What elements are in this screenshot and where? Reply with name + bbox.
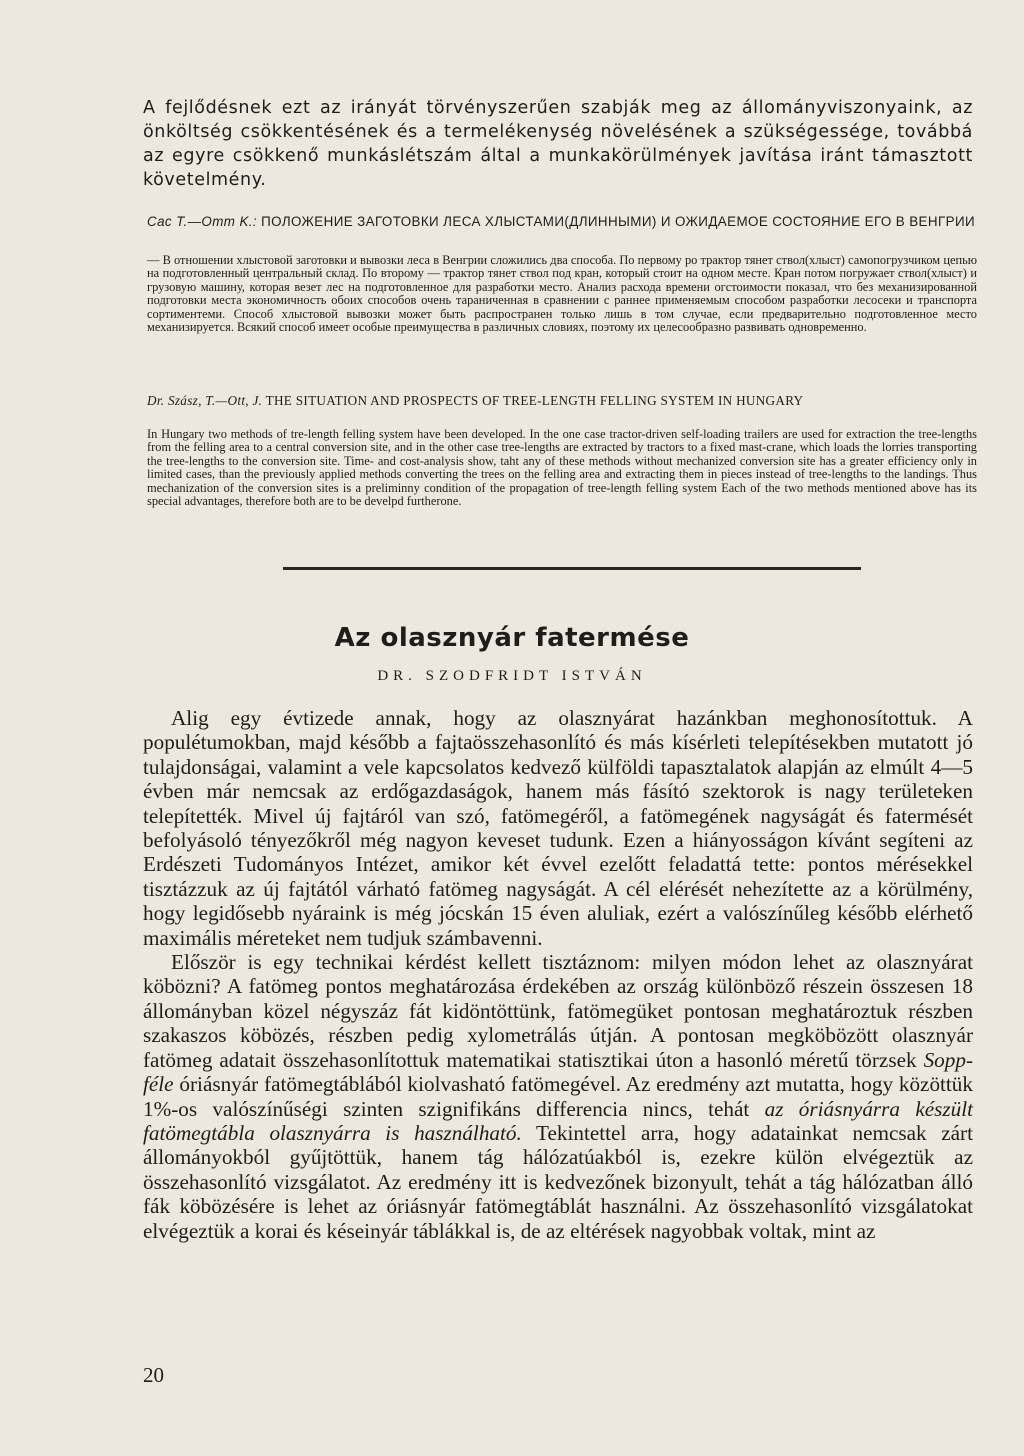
p2-text-a: Először is egy technikai kérdést kellett tisztáznom: milyen módon lehet az olasznyárat köbözni? A fatömeg pontos meghatározása érdekében az ország különböző részein összesen 18 állományban közel négyszáz fát kidöntöttünk, fatömegüket pontosan meghatároztuk részben szakaszos köbözés, részben pedig xylometrálás útján. A pontosan megköbözött olasznyár fatömeg adatait összehasonlítottuk matematikai statisztikai úton a hasonló méretű törzsek (143, 950, 973, 1072)
intro-paragraph: A fejlődésnek ezt az irányát törvényszerűen szabják meg az állományviszonyaink, az önköltség csökkentésének és a termelékenység növelésének a szükségessége, továbbá az egyre csökkenő munkáslétszám által a munkakörülmények javítása iránt támasztott követelmény. (143, 98, 973, 190)
article-title: Az olasznyár fatermése (334, 623, 690, 653)
russian-abstract-heading (147, 214, 977, 229)
article-paragraph-1: Alig egy évtizede annak, hogy az olasznyárat hazánkban meghonosítottuk. A populétumokban, majd később a fajtaösszehasonlító és más kísérleti telepítésekben mutatott jó tulajdonságai, valamint a vele kapcsolatos kedvező külföldi tapasztalatok alapján az elmúlt 4—5 évben már nemcsak az erdőgazdaságok, hanem más fásító szektorok is nagy területeken telepítették. Mivel új fajtáról van szó, fatömegéről, a fatömegének nagyságát és fatermését befolyásoló tényezőkről még nagyon keveset tudunk. Ezen a hiányosságon kívánt segíteni az Erdészeti Tudományos Intézet, amikor két évvel ezelőtt feladattá tette: pontos mérésekkel tisztázzuk az új fajtától várható fatömeg nagyságát. A cél elérését nehezítette az a körülmény, hogy legidősebb nyáraink is még jócskán 15 éven aluliak, ezért a valószínűleg később elérhető maximális méreteket nem tudjuk számbavenni. (143, 706, 973, 950)
english-abstract-text: In Hungary two methods of tre-length felling system have been developed. In the one case tractor-driven self-loading trailers are used for extraction the tree-lengths from the felling area to a central conversion site, and in the other case tree-lengths are extracted by tractors to a fixed mast-crane, which loads the lorries transporting the tree-lengths to the conversion site. Time- and cost-analysis show, taht any of these methods without mechanized conversion site has a greater efficiency only in limited cases, than the previously applied methods converting the trees on the felling area and extracting them in pieces instead of tree-lengths to the landings. Thus mechanization of the conversion sites is a preliminny condition of the propagation of tree-length felling system Each of the two methods mentioned above has its special advantages, therefore both are to be develpd furtherone. (147, 427, 977, 509)
english-abstract-heading (147, 394, 977, 408)
page-number: 20 (143, 1363, 164, 1387)
article-paragraph-2 (143, 950, 973, 1243)
russian-abstract-title: ПОЛОЖЕНИЕ ЗАГОТОВКИ ЛЕСА ХЛЫСТАМИ(ДЛИННЫМИ) И ОЖИДАЕМОЕ СОСТОЯНИЕ ЕГО В ВЕНГРИИ (261, 214, 975, 229)
russian-abstract-text: — В отношении хлыстовой заготовки и вывозки леса в Венгрии сложились два способа. По первому ро трактор тянет ствол(хлыст) самопогрузчиком цепью на подготовленный центральный склад. По второму — трактор тянет ствол под кран, который стоит на одном месте. Кран потом погружает ствол(хлыст) и грузовую машину, которая везет лес на подготовленное для разработки место. Анализ расхода времени огстоимости показал, что без механизированной подготовки места экономичность обоих способов очень тараниченная в сравнении с раннее применяемым способом разработки лесосеки и транспорта сортиментеми. Способ хлыстовой вывозки может быть распространен только лишь в том случае, если предварительно подготовленное место механизируется. Всякий способ имеет особые преимущества в различных словиях, поэтому их целесообразно развивать одновременно. (147, 253, 977, 335)
p2-text-b: óriásnyár fatömegtáblából kiolvasható fatömegével. Az eredmény azt mutatta, hogy közöttük 1%-os valószínűségi szinten szignifikáns differencia nincs, tehát (143, 1072, 973, 1121)
p2-text-c: Tekintettel arra, hogy adatainkat nemcsak zárt állományokból gyűjtöttük, hanem tág hálózatúakból is, ezekre külön elvégeztük az összehasonlító vizsgálatot. Az eredmény itt is kedvezőnek bizonyult, tehát a tág hálózatban álló fák köbözésére is lehet az óriásnyár fatömegtáblát használni. Az összehasonlító vizsgálatokat elvégeztük a korai és késeinyár táblákkal is, de az eltérések nagyobbak voltak, mint az (143, 1120, 973, 1243)
english-abstract-title: THE SITUATION AND PROSPECTS OF TREE-LENGTH FELLING SYSTEM IN HUNGARY (265, 393, 804, 408)
english-abstract-authors: Dr. Szász, T.—Ott, J. (147, 393, 263, 408)
article-author: DR. SZODFRIDT ISTVÁN (377, 668, 647, 684)
p2-emphasis-conclusion: az óriásnyárra készült fatömegtábla olasznyárra is használható. (143, 1096, 973, 1145)
article-body (143, 706, 973, 1243)
russian-abstract-authors: Cac T.—Omm K.: (147, 214, 258, 229)
p2-emphasis-sopp: Sopp-féle (143, 1047, 973, 1097)
section-divider (283, 567, 861, 570)
